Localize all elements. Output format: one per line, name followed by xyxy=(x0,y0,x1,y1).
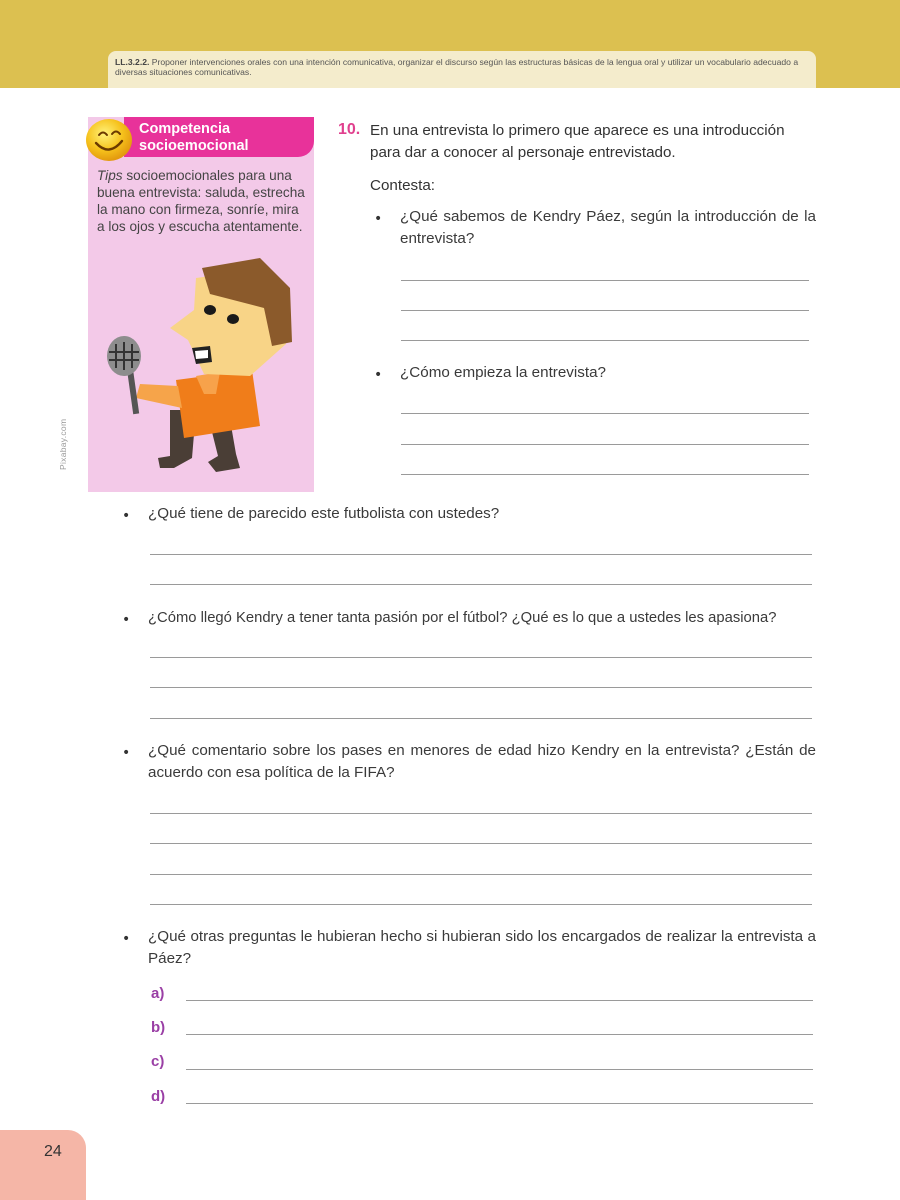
answer-line[interactable] xyxy=(150,554,812,555)
answer-line[interactable] xyxy=(150,813,812,814)
answer-line-c[interactable] xyxy=(186,1069,813,1070)
question-6: ¿Qué otras preguntas le hubieran hecho si hubieran sido los encargados de realizar la entrevista a Páez? xyxy=(148,928,816,967)
answer-line-b[interactable] xyxy=(186,1034,813,1035)
answer-line-d[interactable] xyxy=(186,1103,813,1104)
tips-word: Tips xyxy=(97,168,123,183)
answer-line[interactable] xyxy=(401,310,809,311)
sidebar-title: Competencia socioemocional xyxy=(139,121,249,154)
page-number: 24 xyxy=(44,1143,62,1160)
option-b-label: b) xyxy=(151,1019,166,1036)
answer-line-a[interactable] xyxy=(186,1000,813,1001)
tips-text: socioemocionales para una buena entrevista: saluda, estrecha la mano con firmeza, sonríe, mira a los ojos y escucha atentamente. xyxy=(97,168,305,234)
bullet: • xyxy=(374,367,383,383)
question-3: ¿Qué tiene de parecido este futbolista con ustedes? xyxy=(148,505,500,522)
bullet: • xyxy=(374,211,383,227)
question-5: ¿Qué comentario sobre los pases en menores de edad hizo Kendry en la entrevista? ¿Están de acuerdo con esa política de la FIFA? xyxy=(148,742,816,781)
page-number-tab xyxy=(0,1130,86,1200)
contesta-label: Contesta: xyxy=(370,177,436,194)
activity-number: 10. xyxy=(338,121,361,138)
skill-statement xyxy=(115,57,810,77)
answer-line[interactable] xyxy=(401,413,809,414)
skill-description: Proponer intervenciones orales con una intención comunicativa, organizar el discurso según las estructuras básicas de la lengua oral y utilizar un vocabulario adecuado a diversas situaciones comunicativas. xyxy=(115,57,799,77)
answer-line[interactable] xyxy=(401,474,809,475)
option-c-label: c) xyxy=(151,1053,165,1070)
option-d-label: d) xyxy=(151,1088,166,1105)
option-a-label: a) xyxy=(151,985,165,1002)
answer-line[interactable] xyxy=(150,718,812,719)
interviewer-illustration xyxy=(100,258,310,486)
answer-line[interactable] xyxy=(150,687,812,688)
answer-line[interactable] xyxy=(150,874,812,875)
bullet: • xyxy=(122,931,131,947)
skill-code: LL.3.2.2. xyxy=(115,57,150,67)
bullet: • xyxy=(122,745,131,761)
bullet: • xyxy=(122,508,131,524)
answer-line[interactable] xyxy=(150,843,812,844)
image-credit: Pixabay.com xyxy=(58,418,68,470)
smiley-face-icon xyxy=(82,115,134,163)
answer-line[interactable] xyxy=(401,444,809,445)
answer-line[interactable] xyxy=(401,280,809,281)
bullet: • xyxy=(122,612,131,628)
activity-intro: En una entrevista lo primero que aparece es una introducción para dar a conocer al personaje entrevistado. xyxy=(370,122,785,161)
sidebar-tips xyxy=(97,167,307,235)
answer-line[interactable] xyxy=(150,904,812,905)
question-2: ¿Cómo empieza la entrevista? xyxy=(400,364,606,381)
answer-line[interactable] xyxy=(401,340,809,341)
answer-line[interactable] xyxy=(150,657,812,658)
answer-line[interactable] xyxy=(150,584,812,585)
question-1: ¿Qué sabemos de Kendry Páez, según la introducción de la entrevista? xyxy=(400,208,816,247)
question-4: ¿Cómo llegó Kendry a tener tanta pasión por el fútbol? ¿Qué es lo que a ustedes les apasiona? xyxy=(148,610,777,626)
